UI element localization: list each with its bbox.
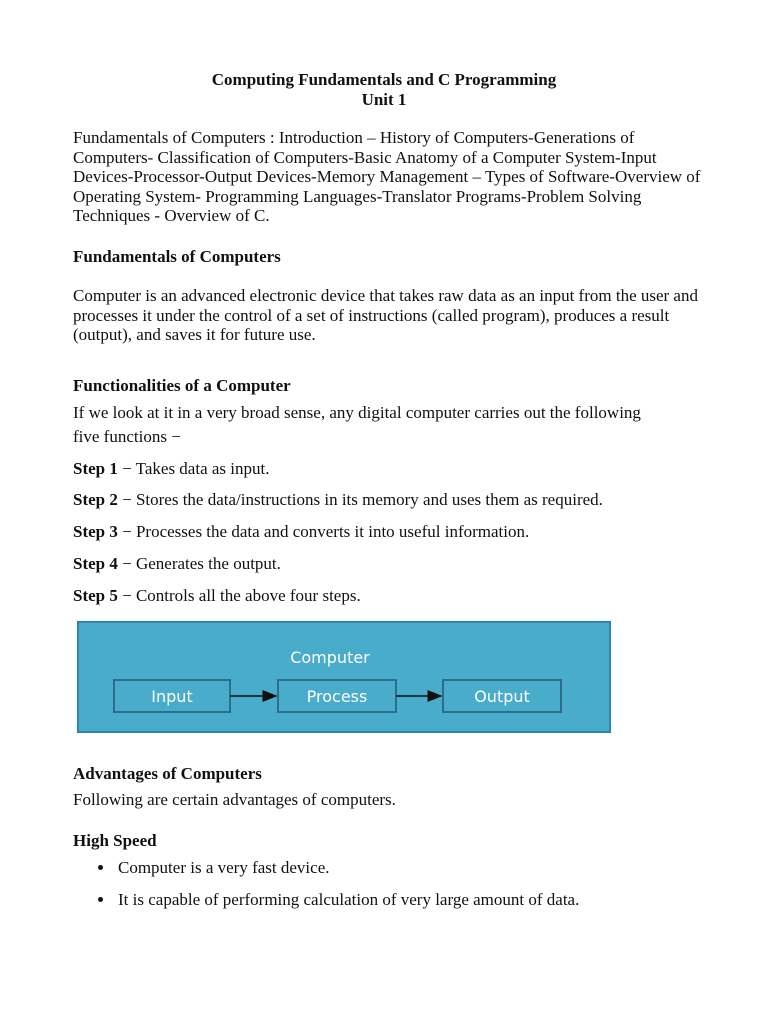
step-item	[73, 459, 269, 479]
step-text: − Takes data as input.	[117, 459, 270, 478]
computer-diagram-svg	[77, 621, 611, 733]
advantages-intro: Following are certain advantages of computers.	[73, 790, 396, 809]
fundamentals-paragraph: Computer is an advanced electronic device that takes raw data as an input from the user and processes it under the control of a set of instructions (called program), produces a result (output), and saves it for future use.	[73, 286, 698, 345]
diagram-label-output: Output	[474, 687, 530, 706]
list-item-text: Computer is a very fast device.	[118, 858, 330, 877]
syllabus-paragraph: Fundamentals of Computers : Introduction – History of Computers-Generations of Computers- Classification of Computers-Basic Anatomy of a Computer System-Input Devices-Processor-Output Devices-Memory Management – Types of Software-Overview of Operating System- Programming Languages-Translator Programs-Problem Solving Techniques - Overview of C.	[73, 128, 701, 226]
step-label: Step 5	[73, 586, 118, 605]
step-label: Step 1	[73, 459, 118, 478]
step-text: − Controls all the above four steps.	[117, 586, 361, 605]
computer-diagram	[77, 621, 611, 733]
unit-label: Unit 1	[361, 90, 407, 109]
document-title: Computing Fundamentals and C Programming	[211, 70, 557, 89]
step-item	[73, 554, 281, 574]
diagram-title: Computer	[290, 648, 370, 667]
step-text: − Stores the data/instructions in its memory and uses them as required.	[117, 490, 603, 509]
step-item	[73, 490, 603, 510]
functionalities-intro-line-2: five functions −	[73, 427, 181, 446]
step-label: Step 4	[73, 554, 118, 573]
diagram-background	[78, 622, 610, 732]
diagram-label-process: Process	[306, 687, 368, 706]
step-text: − Processes the data and converts it into useful information.	[117, 522, 530, 541]
step-label: Step 3	[73, 522, 118, 541]
list-item-text: It is capable of performing calculation of very large amount of data.	[118, 890, 580, 909]
bullet-icon	[98, 865, 103, 870]
diagram-label-input: Input	[151, 687, 193, 706]
functionalities-intro-line-1: If we look at it in a very broad sense, any digital computer carries out the following	[73, 403, 641, 422]
fundamentals-heading: Fundamentals of Computers	[73, 247, 281, 266]
advantages-heading: Advantages of Computers	[73, 764, 262, 783]
step-text: − Generates the output.	[117, 554, 281, 573]
bullet-icon	[98, 897, 103, 902]
step-item	[73, 586, 361, 606]
step-label: Step 2	[73, 490, 118, 509]
functionalities-heading: Functionalities of a Computer	[73, 376, 291, 395]
step-item	[73, 522, 529, 542]
high-speed-heading: High Speed	[73, 831, 157, 850]
